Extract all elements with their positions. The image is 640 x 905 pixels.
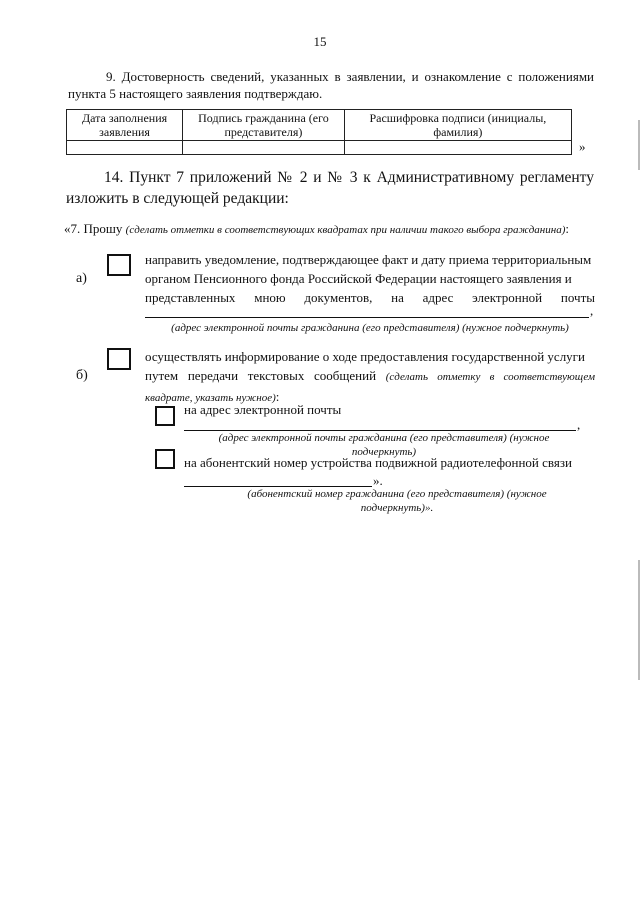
closing-quote: » <box>579 139 586 154</box>
clause-7-intro <box>64 220 594 239</box>
table-row <box>67 141 572 155</box>
table-header-row <box>67 110 572 141</box>
email-address-field[interactable] <box>184 416 576 431</box>
option-a-line-1: направить уведомление, подтверждающее факт и дату приема территориальным <box>145 252 592 267</box>
email-checkbox[interactable] <box>155 406 175 426</box>
option-a-line-2: органом Пенсионного фонда Российской Федерации настоящего заявления и <box>145 271 572 286</box>
table-header-date: Дата заполнения заявления <box>67 110 183 141</box>
name-cell[interactable] <box>344 141 571 155</box>
table-header-signature: Подпись гражданина (его представителя) <box>183 110 345 141</box>
option-b-instruction: (сделать отметку в соответствующем квадрате, указать нужное) <box>145 371 596 404</box>
option-b-checkbox[interactable] <box>107 348 131 370</box>
clause-7-colon: : <box>565 221 570 236</box>
phone-number-field[interactable] <box>184 472 372 487</box>
option-a-email-field[interactable] <box>145 303 589 318</box>
signature-cell[interactable] <box>183 141 345 155</box>
email-line-end: , <box>577 417 581 432</box>
option-a-line-3: представленных мною документов, на адрес электронной почты <box>145 290 595 305</box>
option-a-text <box>145 250 595 307</box>
option-b-text <box>145 347 595 408</box>
item-9-paragraph: 9. Достоверность сведений, указанных в заявлении, и ознакомление с положениями пункта 5 настоящего заявления подтверждаю. <box>68 69 594 101</box>
phone-option-label: на абонентский номер устройства подвижной радиотелефонной связи <box>184 455 572 470</box>
signature-table <box>66 109 572 155</box>
option-b-line-2: путем передачи текстовых сообщений (сделать отметку в соответствующем квадрате, указать нужное): <box>145 368 596 404</box>
table-header-name: Расшифровка подписи (инициалы, фамилия) <box>344 110 571 141</box>
item-14-paragraph: 14. Пункт 7 приложений № 2 и № 3 к Административному регламенту изложить в следующей редакции: <box>66 169 594 207</box>
option-a-caption: (адрес электронной почты гражданина (его представителя) (нужное подчеркнуть) <box>171 322 569 334</box>
phone-checkbox[interactable] <box>155 449 175 469</box>
page-number: 15 <box>313 34 327 49</box>
option-b-label: б) <box>76 368 88 383</box>
option-b-line-1: осуществлять информирование о ходе предоставления государственной услуги <box>145 349 585 364</box>
option-a-label: а) <box>76 271 87 286</box>
clause-7-instruction: (сделать отметки в соответствующих квадратах при наличии такого выбора гражданина) <box>125 224 566 236</box>
option-a-line-end: , <box>590 303 594 318</box>
email-option-label: на адрес электронной почты <box>184 402 342 417</box>
option-a-checkbox[interactable] <box>107 254 131 276</box>
date-cell[interactable] <box>67 141 183 155</box>
phone-caption: (абонентский номер гражданина (его представителя) (нужное подчеркнуть)». <box>247 488 547 514</box>
email-caption: (адрес электронной почты гражданина (его представителя) (нужное подчеркнуть) <box>218 432 550 458</box>
clause-7-lead: «7. Прошу <box>64 221 123 236</box>
phone-line-end: ». <box>373 473 383 488</box>
